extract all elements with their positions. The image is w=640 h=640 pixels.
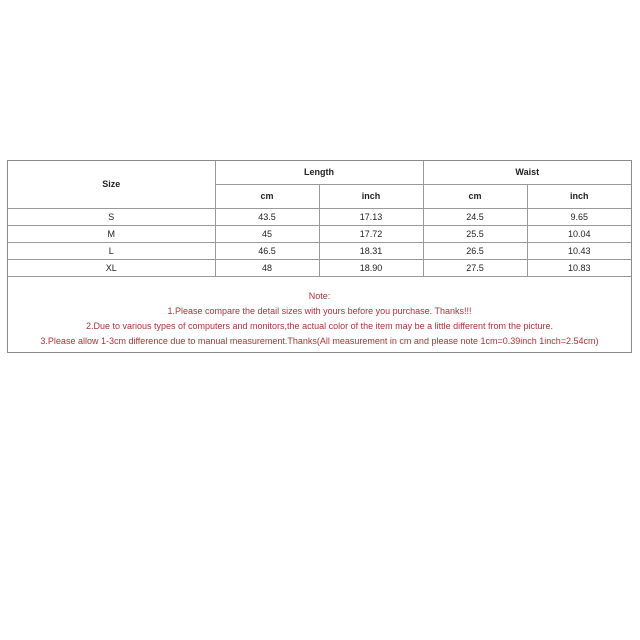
- waist-cm-cell: 24.5: [423, 208, 527, 225]
- size-chart: [7, 160, 632, 353]
- size-cell: S: [8, 208, 215, 225]
- length-inch-cell: 18.31: [319, 242, 423, 259]
- waist-inch-cell: 10.43: [527, 242, 631, 259]
- waist-cm-cell: 27.5: [423, 259, 527, 276]
- table-row: [8, 242, 631, 259]
- length-cm-cell: 46.5: [215, 242, 319, 259]
- notes-section: [8, 277, 631, 349]
- length-inch-header: inch: [319, 184, 423, 208]
- waist-inch-cell: 10.04: [527, 225, 631, 242]
- table-row: [8, 208, 631, 225]
- size-cell: XL: [8, 259, 215, 276]
- size-table: [8, 161, 631, 277]
- length-cm-cell: 45: [215, 225, 319, 242]
- size-cell: L: [8, 242, 215, 259]
- size-column-header: Size: [8, 161, 215, 208]
- table-row: [8, 225, 631, 242]
- table-row: [8, 259, 631, 276]
- note-line-3: 3.Please allow 1-3cm difference due to manual measurement.Thanks(All measurement in cm and please note 1cm=0.39inch 1inch=2.54cm): [40, 335, 599, 346]
- waist-cm-cell: 25.5: [423, 225, 527, 242]
- waist-cm-cell: 26.5: [423, 242, 527, 259]
- length-inch-cell: 17.13: [319, 208, 423, 225]
- waist-cm-header: cm: [423, 184, 527, 208]
- note-line-2: 2.Due to various types of computers and monitors,the actual color of the item may be a little different from the picture.: [85, 320, 554, 331]
- size-cell: M: [8, 225, 215, 242]
- length-cm-header: cm: [215, 184, 319, 208]
- waist-group-header: Waist: [423, 161, 631, 184]
- length-cm-cell: 43.5: [215, 208, 319, 225]
- header-row-groups: [8, 161, 631, 184]
- waist-inch-header: inch: [527, 184, 631, 208]
- length-inch-cell: 18.90: [319, 259, 423, 276]
- waist-inch-cell: 10.83: [527, 259, 631, 276]
- length-group-header: Length: [215, 161, 423, 184]
- notes-title: Note:: [308, 290, 331, 301]
- waist-inch-cell: 9.65: [527, 208, 631, 225]
- length-inch-cell: 17.72: [319, 225, 423, 242]
- note-line-1: 1.Please compare the detail sizes with yours before you purchase. Thanks!!!: [167, 305, 472, 316]
- length-cm-cell: 48: [215, 259, 319, 276]
